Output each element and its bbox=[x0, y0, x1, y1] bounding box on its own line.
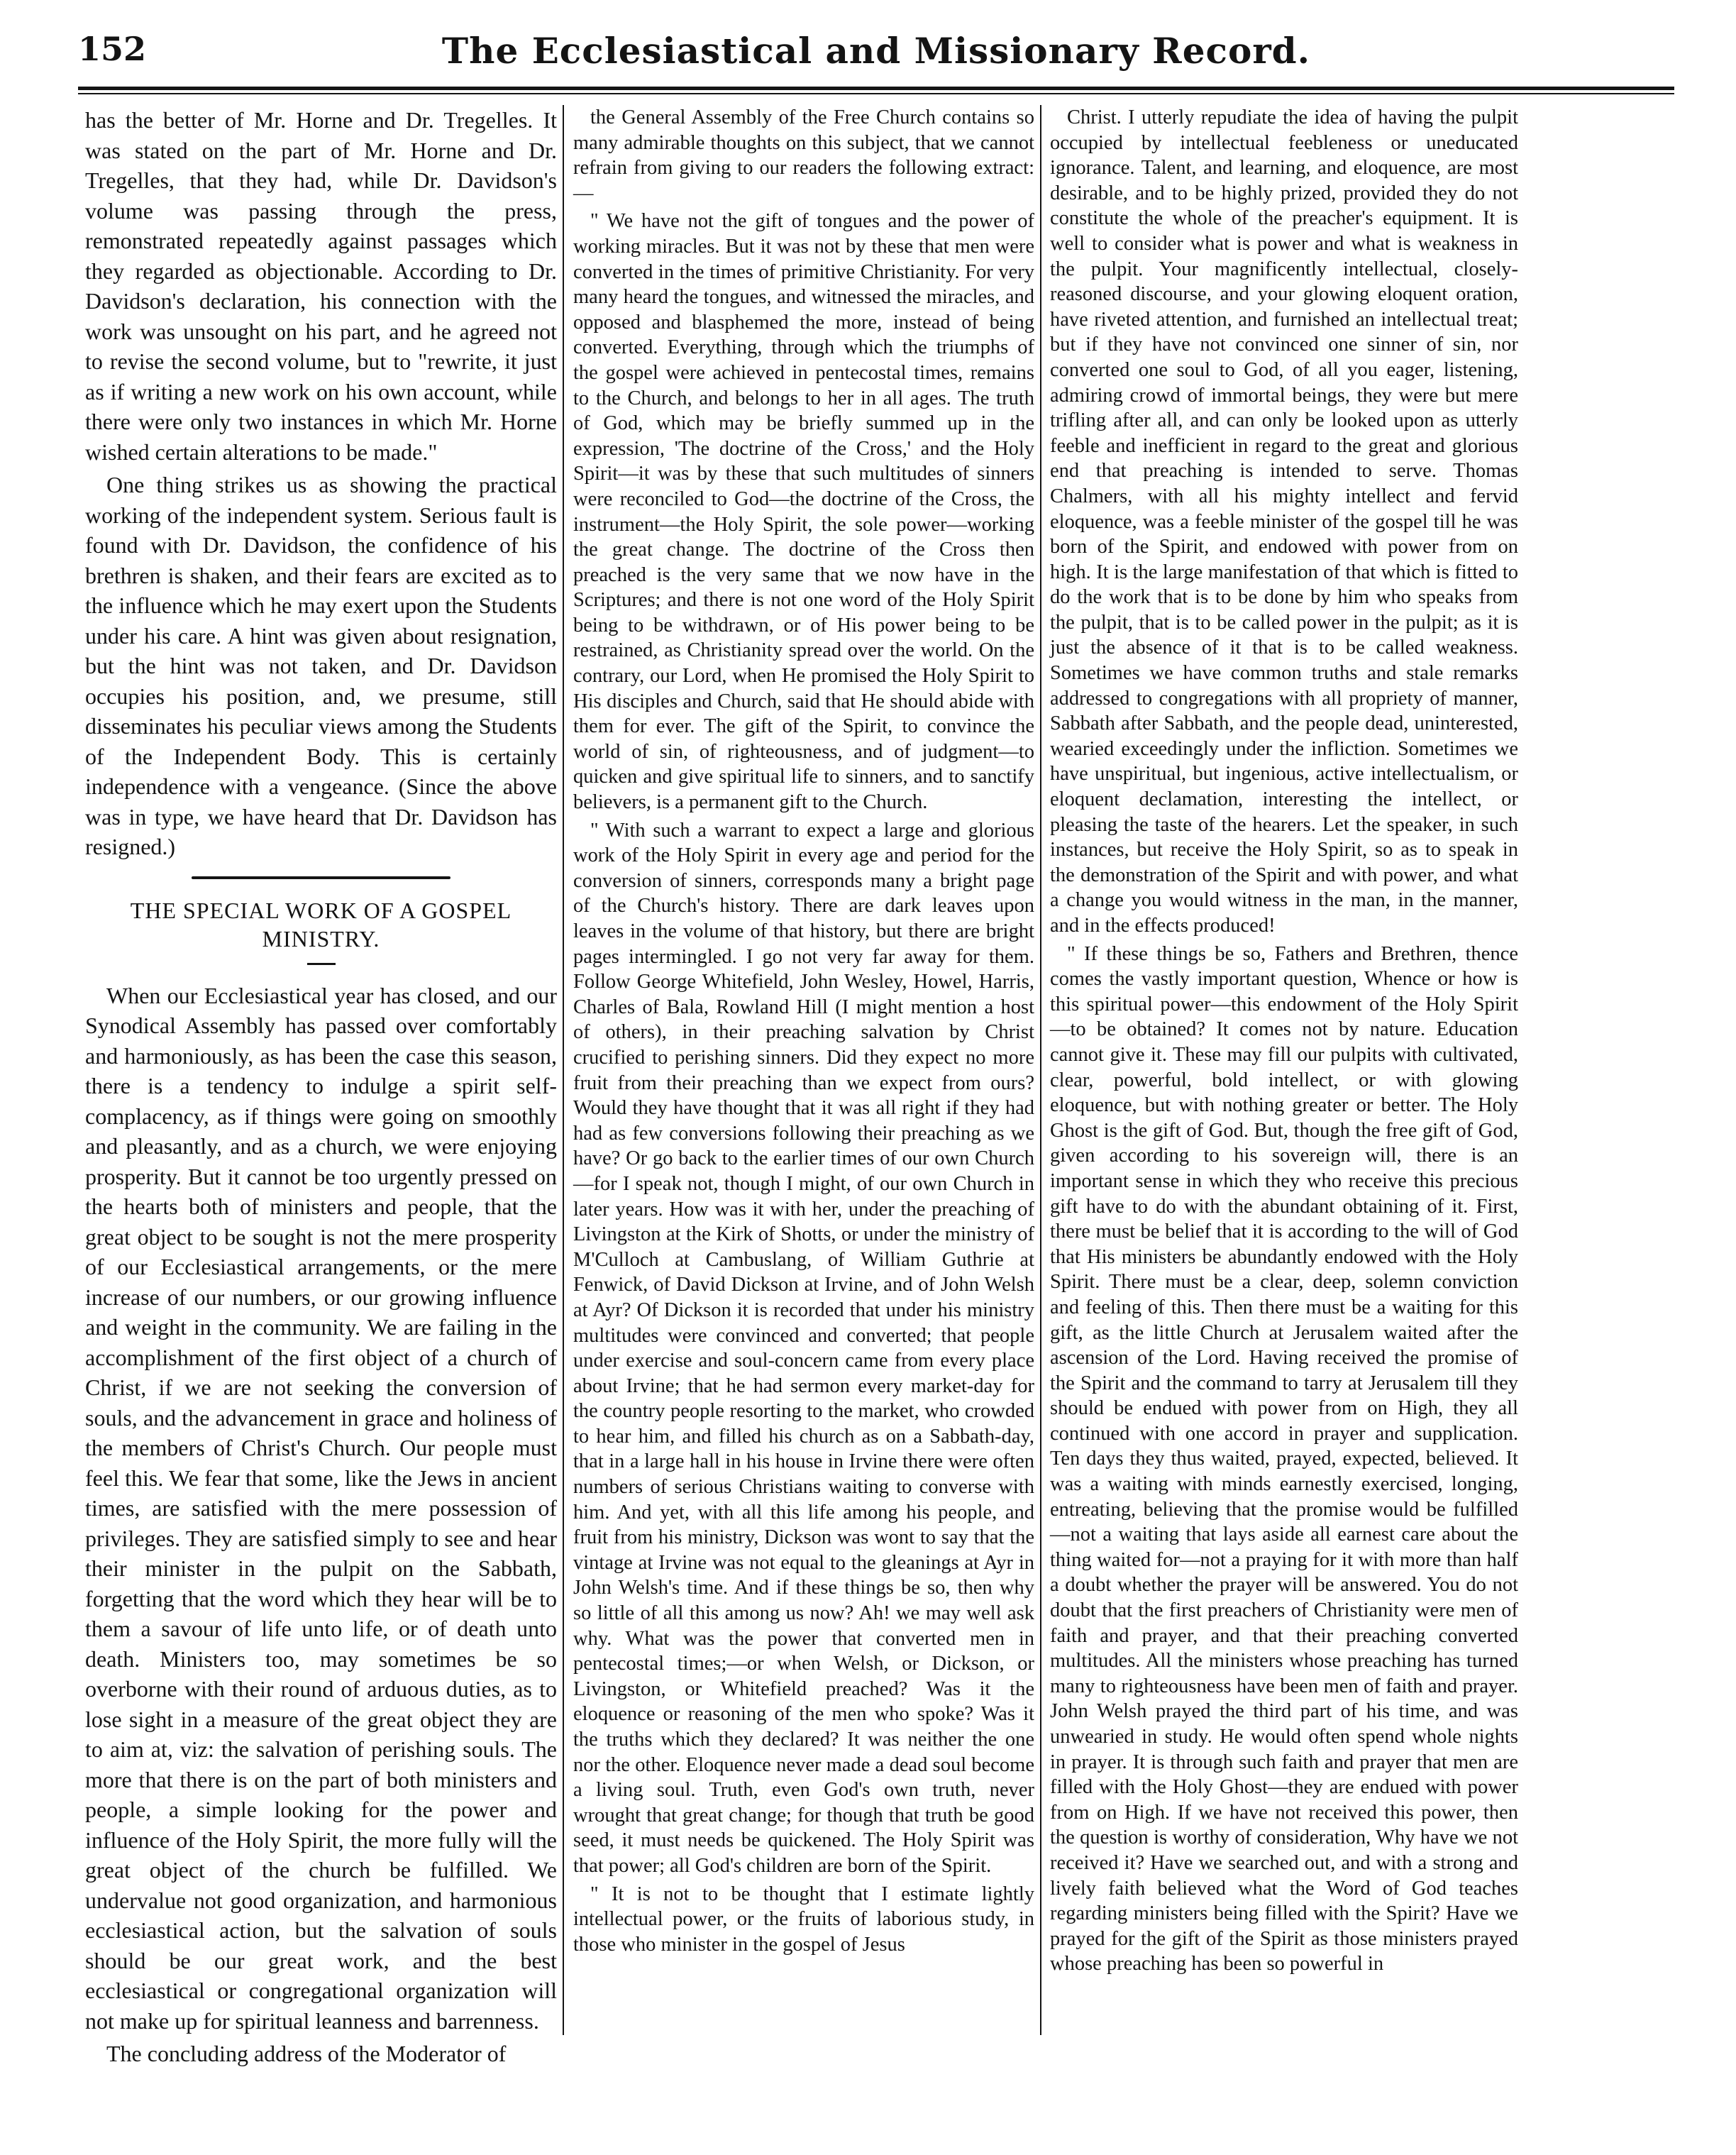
paragraph: has the better of Mr. Horne and Dr. Tregelles. It was stated on the part of Mr. Horne and Dr. Tregelles, that they had, while Dr. Davidson's volume was passing through the press, remonstrated repeatedly against passages which they regarded as objectionable. According to Dr. Davidson's declaration, his connection with the work was unsought on his part, and he agreed not to revise the second volume, but to "rewrite, it just as if writing a new work on his own account, while there were only two instances in which Mr. Horne wished certain alterations to be made." bbox=[85, 107, 557, 465]
paragraph: the General Assembly of the Free Church contains so many admirable thoughts on this subject, that we cannot refrain from giving to our readers the following extract:— bbox=[573, 106, 1034, 204]
paragraph: The concluding address of the Moderator of bbox=[106, 2041, 507, 2066]
column-2 bbox=[573, 105, 1034, 2035]
quoted-paragraph: Christ. I utterly repudiate the idea of having the pulpit occupied by intellectual feebleness or uneducated ignorance. Talent, and learning, and eloquence, are most desirable, and to be highly prized, provided they do not constitute the whole of the preacher's equipment. It is well to consider what is power and what is weakness in the pulpit. Your magnificently intellectual, closely-reasoned discourse, and your glowing eloquent oration, have riveted attention, and furnished an intellectual treat; but if they have not convinced one sinner of sin, nor converted one soul to God, of all you eager, listening, admiring crowd of immortal beings, they were but mere trifling after all, and can only be looked upon as utterly feeble and inefficient in regard to the great and glorious end that preaching is intended to serve. Thomas Chalmers, with all his mighty intellect and fervid eloquence, was a feeble minister of the gospel till he was born of the Spirit, and endowed with power from on high. It is the large manifestation of that which is fitted to do the work that is to be done by him who speaks from the pulpit, that is to be called power in the pulpit; as it is just the absence of it that is to be called weakness. Sometimes we have common truths and stale remarks addressed to congregations with all propriety of manner, Sabbath after Sabbath, and the people dead, uninterested, wearied exceedingly under the infliction. Sometimes we have unspiritual, but ingenious, active intellectualism, or eloquent declamation, interesting the intellect, or pleasing the taste of the hearers. Let the speaker, in such instances, but receive the Holy Spirit, so as to speak in the demonstration of the Spirit and with power, and what a change you would witness in the man, in the manner, and in the effects produced! bbox=[1050, 106, 1518, 937]
quoted-paragraph: " We have not the gift of tongues and the power of working miracles. But it was not by these that men were converted in the times of primitive Christianity. For very many heard the tongues, and witnessed the miracles, and opposed and blasphemed the more, instead of being converted. Everything, through which the triumphs of the gospel were achieved in pentecostal times, remains to the Church, and belongs to her in all ages. The truth of God, which may be briefly summed up in the expression, 'The doctrine of the Cross,' and the Holy Spirit—it was by these that such multitudes of sinners were reconciled to God—the doctrine of the Cross, the instrument—the Holy Spirit, the sole power—working the great change. The doctrine of the Cross then preached is the very same that we now have in the Scriptures; and there is not one word of the Holy Spirit being to be withdrawn, or of His power being to be restrained, as Christianity spread over the world. On the contrary, our Lord, when He promised the Holy Spirit to His disciples and Church, said that He should abide with them for ever. The gift of the Spirit, to convince the world of sin, of righteousness, and of judgment—to quicken and give spiritual life to sinners, and to sanctify believers, is a permanent gift to the Church. bbox=[573, 210, 1034, 814]
column-3 bbox=[1050, 105, 1518, 2035]
paragraph: When our Ecclesiastical year has closed, and our Synodical Assembly has passed over comfortably and harmoniously, as has been the case this season, there is a tendency to indulge a spirit self-complacency, as if things were going on smoothly and pleasantly, and as a church, we were enjoying prosperity. But it cannot be too urgently pressed on the hearts both of ministers and people, that the great object to be sought is not the mere prosperity of our Ecclesiastical arrangements, or the mere increase of our numbers, or our growing influence and weight in the community. We are failing in the accomplishment of the first object of a church of Christ, if we are not seeking the conversion of souls, and the advancement in grace and holiness of the members of Christ's Church. Our people must feel this. We fear that some, like the Jews in ancient times, are satisfied with the mere possession of privileges. They are satisfied simply to see and hear their minister in the pulpit on the Sabbath, forgetting that the word which they hear will be to them a savour of life unto life, or of death unto death. Ministers too, may sometimes be so overborne with their round of arduous duties, as to lose sight in a measure of the great object they are to aim at, viz: the salvation of perishing souls. The more that there is on the part of both ministers and people, a simple looking for the power and influence of the Holy Spirit, the more fully will the great object of the church be fulfilled. We undervalue not good organization, and harmonious ecclesiastical action, but the salvation of souls should be our great work, and the best ecclesiastical or congregational organization will not make up for spiritual leanness and barrenness. bbox=[85, 982, 557, 2034]
page-number: 152 bbox=[78, 30, 147, 68]
quoted-paragraph: " It is not to be thought that I estimate lightly intellectual power, or the fruits of laborious study, in those who minister in the gospel of Jesus bbox=[573, 1883, 1034, 1956]
section-title: THE SPECIAL WORK OF A GOSPEL MINISTRY. bbox=[130, 897, 512, 952]
quoted-paragraph: " With such a warrant to expect a large and glorious work of the Holy Spirit in every age and period for the conversion of sinners, corresponds many a bright page of the Church's history. There are dark leaves upon leaves in the volume of that history, but there are bright pages intermingled. I go not very far away for them. Follow George Whitefield, John Wesley, Howel, Harris, Charles of Bala, Rowland Hill (I might mention a host of others), in their preaching salvation by Christ crucified to perishing sinners. Did they expect no more fruit from their preaching than we expect from ours? Would they have thought that it was all right if they had had as few conversions following their preaching as we have? Or go back to the earlier times of our own Church—for I speak not, though I might, of our own Church in later years. How was it with her, under the preaching of Livingston at the Kirk of Shotts, or under the ministry of M'Culloch at Cambuslang, of William Guthrie at Fenwick, of David Dickson at Irvine, and of John Welsh at Ayr? Of Dickson it is recorded that under his ministry multitudes were convinced and converted; that people under exercise and soul-concern came from every place about Irvine; that he had sermon every market-day for the country people resorting to the market, who crowded to hear him, and filled his church as on a Sabbath-day, that in a large hall in his house in Irvine there were often numbers of serious Christians waiting to converse with him. And yet, with all this life among his people, and fruit from his ministry, Dickson was wont to say that the vintage at Irvine was not equal to the gleanings at Ayr in John Welsh's time. And if these things be so, then why so little of all this among us now? Ah! we may well ask why. What was the power that converted men in pentecostal times;—or when Welsh, or Dickson, or Livingston, or Whitefield preached? Was it the eloquence or reasoning of the men who spoke? Was it the truths which they declared? It was neither the one nor the other. Eloquence never made a dead soul become a living soul. Truth, even God's own truth, never wrought that great change; for though that truth be good seed, it must needs be quickened. The Holy Spirit was that power; all God's children are born of the Spirit. bbox=[573, 819, 1034, 1877]
header-rule-thick bbox=[78, 87, 1674, 90]
header-rule-thin bbox=[78, 93, 1674, 94]
quoted-paragraph: " If these things be so, Fathers and Brethren, thence comes the vastly important question, Whence or how is this spiritual power—this endowment of the Holy Spirit—to be obtained? It comes not by nature. Education cannot give it. These may fill our pulpits with cultivated, clear, powerful, bold intellect, or with glowing eloquence, but with nothing greater or better. The Holy Ghost is the gift of God. But, though the free gift of God, given according to his sovereign will, there is an important sense in which they who receive this precious gift have to do with the abundant obtaining of it. First, there must be belief that it is according to the will of God that His ministers be abundantly endowed with the Holy Spirit. There must be a clear, deep, solemn conviction and feeling of this. Then there must be a waiting for this gift, as the little Church at Jerusalem waited after the ascension of the Lord. Having received the promise of the Spirit and the command to tarry at Jerusalem till they should be endued with power from on High, they all continued with one accord in prayer and supplication. Ten days they thus waited, prayed, expected, believed. It was a waiting with minds earnestly exercised, longing, entreating, believing that the promise would be fulfilled—not a waiting that lays aside all earnest care about the thing waited for—not a praying for it with more than half a doubt whether the prayer will be answered. You do not doubt that the first preachers of Christianity were men of faith and prayer, and that their preaching converted multitudes. All the ministers whose preaching has turned many to righteousness have been men of faith and prayer. John Welsh prayed the third part of his time, and was unwearied in study. He would often spend whole nights in prayer. It is through such faith and prayer that men are filled with the Holy Ghost—they are endued with power from on High. If we have not received this power, then the question is worthy of consideration, Why have we not received it? Have we searched out, and with a strong and lively faith believed what the Word of God teaches regarding ministers being filled with the Spirit? Have we prayed for the gift of the Spirit as those ministers prayed whose preaching has been so powerful in bbox=[1050, 942, 1518, 1975]
column-divider-2 bbox=[1040, 105, 1041, 2035]
column-divider-1 bbox=[563, 105, 564, 2035]
paragraph: One thing strikes us as showing the practical working of the independent system. Serious fault is found with Dr. Davidson, the confidence of his brethren is shaken, and their fears are excited as to the influence which he may exert upon the Students under his care. A hint was given about resignation, but the hint was not taken, and Dr. Davidson occupies his position, and, we presume, still disseminates his peculiar views among the Students of the Independent Body. This is certainly independence with a vengeance. (Since the above was in type, we have heard that Dr. Davidson has resigned.) bbox=[85, 472, 557, 859]
page-header bbox=[78, 30, 1674, 85]
column-1 bbox=[85, 105, 557, 2066]
journal-title: The Ecclesiastical and Missionary Record. bbox=[441, 30, 1311, 72]
ornamental-rule bbox=[85, 872, 557, 883]
short-divider bbox=[307, 963, 336, 965]
